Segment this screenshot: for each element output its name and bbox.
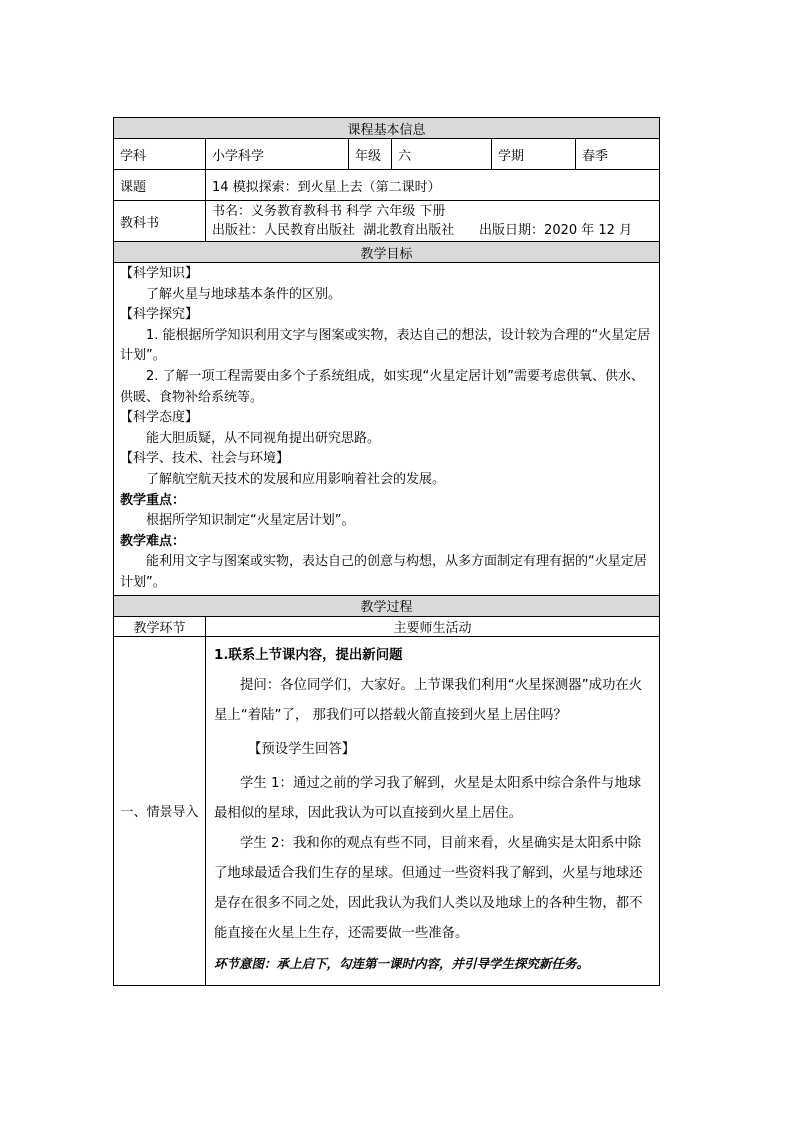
student-1-answer: 学生 1：通过之前的学习我了解到，火星是太阳系中综合条件与地球最相似的星球，因此我认为可以直接到火星上居住。 xyxy=(214,775,642,821)
stage-intent: 环节意图：承上启下，勾连第一课时内容，并引导学生探究新任务。 xyxy=(214,955,590,971)
lesson-plan-table xyxy=(113,117,660,986)
objectives-content xyxy=(114,263,660,596)
inquiry-item-1: 1. 能根据所学知识利用文字与图案或实物，表达自己的想法，设计较为合理的“火星定居计划”。 xyxy=(120,327,651,364)
textbook-info xyxy=(206,201,660,242)
activity-heading: 1.联系上节课内容，提出新问题 xyxy=(214,647,403,663)
stage-name: 一、情景导入 xyxy=(114,636,206,985)
sts-text: 了解航空航天技术的发展和应用影响着社会的发展。 xyxy=(146,471,446,487)
attitude-text: 能大胆质疑，从不同视角提出研究思路。 xyxy=(146,430,381,446)
term-value: 春季 xyxy=(576,139,660,170)
focus-text: 根据所学知识制定“火星定居计划”。 xyxy=(146,513,355,529)
inquiry-item-2: 2. 了解一项工程需要由多个子系统组成，如实现“火星定居计划”需要考虑供氧、供水、供暖、食物补给系统等。 xyxy=(120,368,645,405)
textbook-name-line: 书名：义务教育教科书 科学 六年级 下册 xyxy=(212,204,446,219)
lesson-row xyxy=(114,170,660,201)
basic-info-title: 课程基本信息 xyxy=(114,118,660,139)
subject-value: 小学科学 xyxy=(206,139,349,170)
difficulty-text: 能利用文字与图案或实物，表达自己的创意与构想，从多方面制定有理有据的“火星定居计划”。 xyxy=(120,554,647,590)
textbook-publisher-line: 出版社：人民教育出版社 湖北教育出版社 出版日期：2020 年 12 月 xyxy=(212,223,633,238)
objectives-header-row xyxy=(114,242,660,263)
sts-heading: 【科学、技术、社会与环境】 xyxy=(120,451,290,467)
knowledge-heading: 【科学知识】 xyxy=(120,266,199,281)
preset-answer-heading: 【预设学生回答】 xyxy=(248,741,356,757)
textbook-label: 教科书 xyxy=(114,201,206,242)
process-title: 教学过程 xyxy=(114,595,660,616)
teacher-question: 提问：各位同学们，大家好。上节课我们利用“火星探测器”成功在火星上“着陆”了， 那我们可以搭载火箭直接到火星上居住吗？ xyxy=(214,677,643,723)
inquiry-heading: 【科学探究】 xyxy=(120,307,199,323)
textbook-row xyxy=(114,201,660,242)
grade-value: 六 xyxy=(392,139,492,170)
basic-info-header-row xyxy=(114,118,660,139)
process-row-1 xyxy=(114,636,660,985)
process-header-row xyxy=(114,595,660,616)
subject-row xyxy=(114,139,660,170)
subject-label: 学科 xyxy=(114,139,206,170)
knowledge-text: 了解火星与地球基本条件的区别。 xyxy=(146,286,342,302)
lesson-plan-sheet xyxy=(113,117,659,986)
difficulty-heading: 教学难点： xyxy=(120,533,186,549)
activity-content xyxy=(206,636,660,985)
term-label: 学期 xyxy=(492,139,576,170)
lesson-label: 课题 xyxy=(114,170,206,201)
objectives-title: 教学目标 xyxy=(114,242,660,263)
process-column-header-row xyxy=(114,616,660,636)
lesson-value: 14 模拟探索：到火星上去（第二课时） xyxy=(206,170,660,201)
objectives-row xyxy=(114,263,660,596)
attitude-heading: 【科学态度】 xyxy=(120,410,199,426)
student-2-answer: 学生 2：我和你的观点有些不同，目前来看，火星确实是太阳系中除了地球最适合我们生存的星球。但通过一些资料我了解到，火星与地球还是存在很多不同之处，因此我认为我们人类以及地球上的各种生物，都不能直接在火星上生存，还需要做一些准备。 xyxy=(214,835,643,941)
focus-heading: 教学重点： xyxy=(120,492,186,508)
activity-column-header: 主要师生活动 xyxy=(206,616,660,636)
stage-column-header: 教学环节 xyxy=(114,616,206,636)
grade-label: 年级 xyxy=(349,139,392,170)
